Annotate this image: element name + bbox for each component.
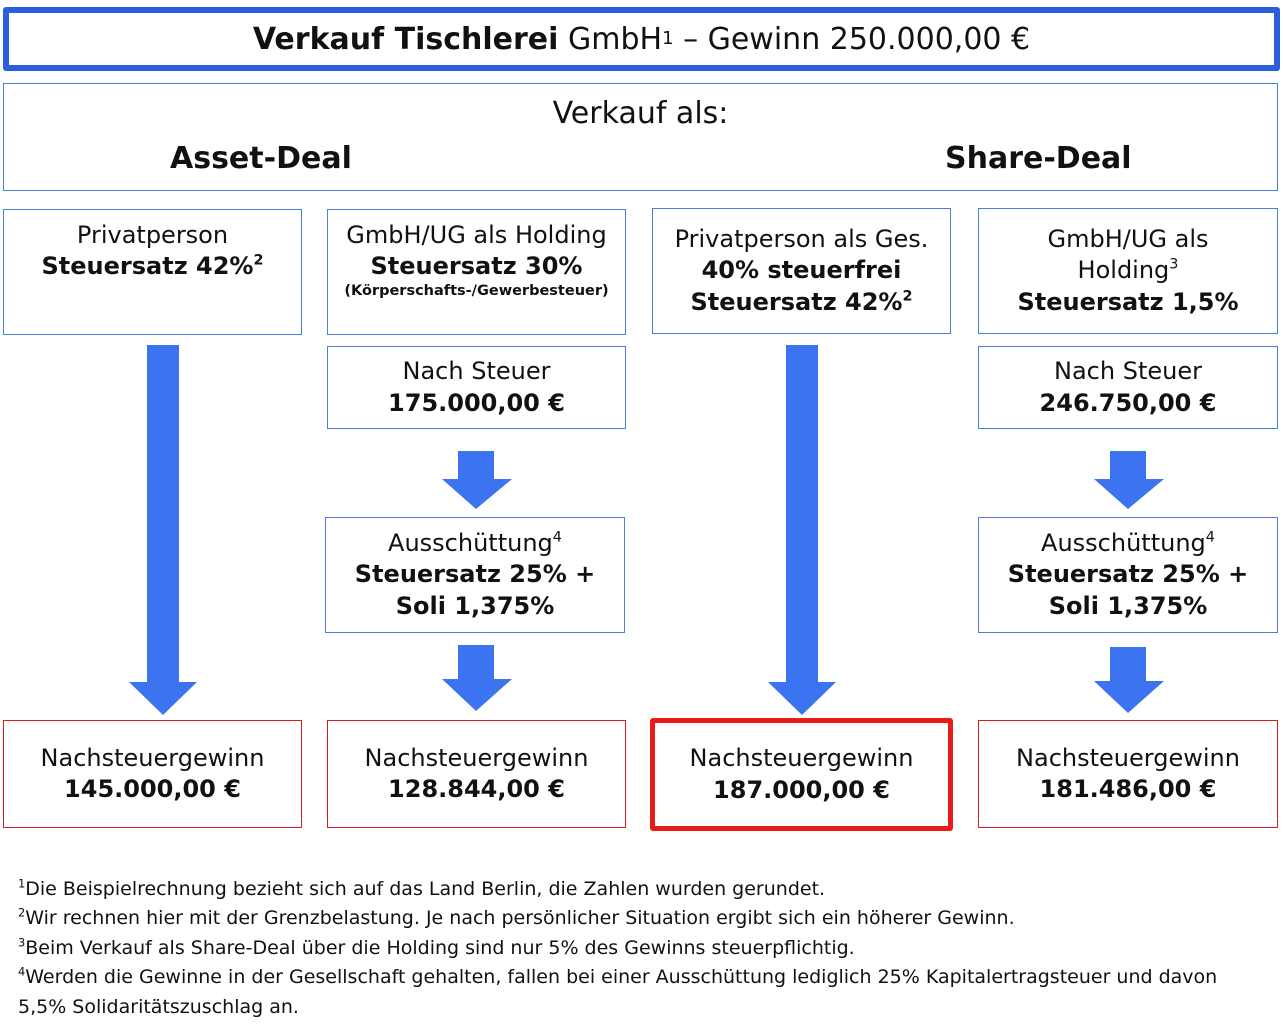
box-title: GmbH/UG als Holding — [346, 221, 607, 249]
result-value: 181.486,00 € — [1039, 775, 1217, 803]
distribution-box-share — [978, 517, 1278, 633]
distribution-tax-rate: Steuersatz 25% + — [354, 560, 596, 589]
arrow-down-icon — [127, 345, 199, 717]
tax-note: (Körperschafts-/Gewerbesteuer) — [344, 283, 609, 300]
distribution-label: Ausschüttung$^4$ — [388, 529, 562, 558]
result-box-private-asset — [3, 720, 302, 828]
result-value: 187.000,00 € — [713, 775, 890, 804]
arrow-down-icon — [440, 645, 514, 713]
footnote-number: 3 — [18, 935, 26, 950]
share-deal-label: Share-Deal — [945, 141, 1132, 176]
tax-rate: Steuersatz 30% — [370, 252, 583, 281]
box-title: Privatperson — [76, 221, 229, 249]
after-tax-box-asset — [327, 346, 626, 429]
distribution-box-asset — [325, 517, 625, 633]
result-value: 145.000,00 € — [64, 775, 241, 803]
diagram-title: Verkauf Tischlerei GmbH 1 – Gewinn 250.000,00 € — [3, 7, 1280, 71]
footnote-text: Die Beispielrechnung bezieht sich auf das Land Berlin, die Zahlen wurden gerundet. — [25, 878, 826, 900]
footnotes — [18, 875, 1268, 1022]
footnote-marker: 3 — [1169, 257, 1179, 274]
after-tax-label: Nach Steuer — [1054, 357, 1202, 386]
sale-type-label: Verkauf als: — [552, 96, 729, 131]
after-tax-box-share — [978, 346, 1278, 429]
arrow-down-icon — [1092, 451, 1166, 511]
holding-asset-box — [327, 209, 626, 335]
result-box-holding-asset — [327, 720, 626, 828]
footnote-number: 2 — [18, 906, 26, 921]
arrow-down-icon — [766, 345, 838, 717]
footnote — [18, 934, 1268, 963]
distribution-tax-rate: Steuersatz 25% + — [1007, 560, 1249, 589]
title-suffix: – Gewinn 250.000,00 € — [683, 21, 1031, 57]
footnote-text: Werden die Gewinne in der Gesellschaft gehalten, fallen bei einer Ausschüttung lediglich 25% Kapitalertragsteuer und davon 5,5% Solidaritätszuschlag an. — [18, 966, 1218, 1018]
result-value: 128.844,00 € — [388, 775, 565, 803]
result-box-holding-share — [978, 720, 1278, 828]
box-subtitle: Holding$^3$ — [1077, 256, 1179, 285]
footnote-text: Beim Verkauf als Share-Deal über die Holding sind nur 5% des Gewinns steuerpflichtig. — [25, 936, 855, 959]
footnote-marker: 4 — [552, 529, 562, 546]
footnote-number: 1 — [18, 876, 26, 891]
box-title: Privatperson als Ges. — [674, 225, 929, 254]
footnote — [18, 904, 1268, 933]
footnote-marker: 2 — [902, 288, 913, 305]
after-tax-value: 175.000,00 € — [388, 388, 565, 417]
private-person-asset-box — [3, 209, 302, 335]
title-bold: Verkauf Tischlerei — [252, 21, 559, 57]
footnote-number: 4 — [18, 964, 26, 979]
footnote-marker: 4 — [1205, 529, 1215, 546]
result-label: Nachsteuergewinn — [364, 743, 589, 772]
result-box-best-option — [650, 718, 953, 831]
tax-rate: Steuersatz 1,5% — [1017, 287, 1239, 316]
private-person-share-box — [652, 208, 951, 334]
holding-share-box — [978, 208, 1278, 334]
after-tax-value: 246.750,00 € — [1039, 388, 1217, 417]
distribution-label: Ausschüttung$^4$ — [1041, 529, 1215, 558]
distribution-soli: Soli 1,375% — [395, 591, 555, 620]
asset-deal-label: Asset-Deal — [170, 141, 352, 176]
tax-rate: Steuersatz 42%$^2$ — [690, 287, 913, 316]
title-rest: GmbH — [567, 21, 663, 57]
box-title: GmbH/UG als — [1047, 225, 1209, 254]
after-tax-label: Nach Steuer — [402, 357, 551, 386]
footnote — [18, 963, 1268, 1022]
footnote-text: Wir rechnen hier mit der Grenzbelastung. Je nach persönlicher Situation ergibt sich ein höherer Gewinn. — [25, 907, 1015, 930]
arrow-down-icon — [440, 451, 514, 511]
arrow-down-icon — [1092, 647, 1166, 715]
tax-rate: Steuersatz 42%$^2$ — [41, 252, 264, 281]
distribution-soli: Soli 1,375% — [1048, 591, 1208, 620]
footnote-marker: 2 — [253, 252, 264, 269]
result-label: Nachsteuergewinn — [689, 744, 914, 773]
footnote — [18, 875, 1268, 904]
result-label: Nachsteuergewinn — [1016, 743, 1240, 772]
tax-free-share: 40% steuerfrei — [701, 256, 902, 285]
sale-type-header — [3, 83, 1278, 191]
result-label: Nachsteuergewinn — [40, 743, 265, 772]
